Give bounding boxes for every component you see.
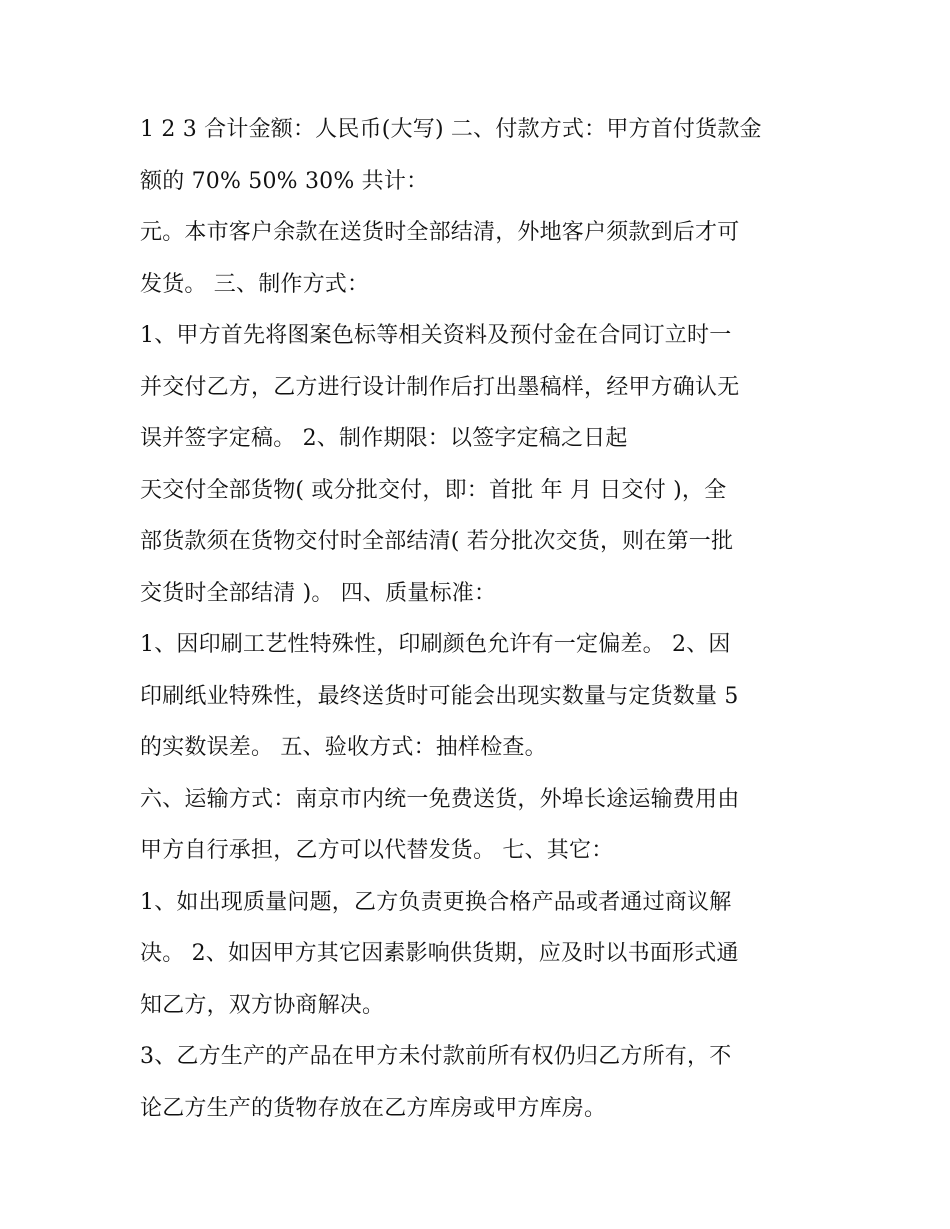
text-line-9: 部货款须在货物交付时全部结清( 若分批次交货，则在第一批 xyxy=(140,529,734,554)
text-line-4: 发货。 三、制作方式： xyxy=(140,271,370,297)
document-body xyxy=(140,104,815,1134)
text-line-14: 六、运输方式：南京市内统一免费送货，外埠长途运输费用由 xyxy=(140,786,740,812)
text-line-8: 天交付全部货物( 或分批交付，即：首批 年 月 日交付 )，全 xyxy=(140,477,727,503)
text-line-3: 元。本市客户余款在送货时全部结清，外地客户须款到后才可 xyxy=(140,220,740,245)
text-line-12: 印刷纸业特殊性，最终送货时可能会出现实数量与定货数量 5 xyxy=(140,683,739,709)
text-line-18: 知乙方，双方协商解决。 xyxy=(140,992,385,1018)
text-line-20: 论乙方生产的货物存放在乙方库房或甲方库房。 xyxy=(140,1095,607,1121)
text-line-11: 1、因印刷工艺性特殊性，印刷颜色允许有一定偏差。 2、因 xyxy=(140,632,731,657)
text-line-17: 决。 2、如因甲方其它因素影响供货期，应及时以书面形式通 xyxy=(140,941,739,966)
text-line-1: 1 2 3 合计金额：人民币(大写) 二、付款方式：甲方首付货款金 xyxy=(140,117,762,142)
text-line-2: 额的 70% 50% 30% 共计： xyxy=(140,168,429,194)
text-line-7: 误并签字定稿。 2、制作期限：以签字定稿之日起 xyxy=(140,426,628,451)
text-line-19: 3、乙方生产的产品在甲方未付款前所有权仍归乙方所有，不 xyxy=(140,1044,732,1069)
text-line-15: 甲方自行承担，乙方可以代替发货。 七、其它： xyxy=(140,838,614,863)
text-line-13: 的实数误差。 五、验收方式：抽样检查。 xyxy=(140,735,547,760)
text-line-5: 1、甲方首先将图案色标等相关资料及预付金在合同订立时一 xyxy=(140,323,732,348)
text-line-6: 并交付乙方，乙方进行设计制作后打出墨稿样，经甲方确认无 xyxy=(140,374,740,400)
text-line-10: 交货时全部结清 )。 四、质量标准： xyxy=(140,580,497,606)
text-line-16: 1、如出现质量问题，乙方负责更换合格产品或者通过商议解 xyxy=(140,889,732,915)
